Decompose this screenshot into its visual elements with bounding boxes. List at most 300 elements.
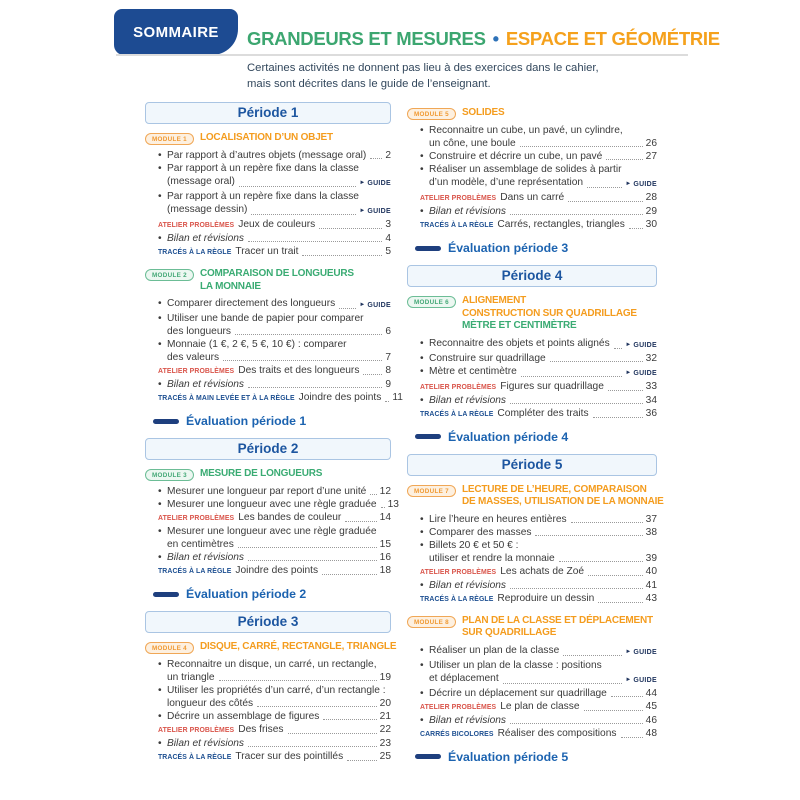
- entry-text: Reconnaitre des objets et points alignés: [429, 337, 610, 349]
- dotted-leader: [587, 186, 622, 188]
- toc-entry: [158, 232, 391, 245]
- dotted-leader: [251, 213, 356, 215]
- entry-text: Compléter des traits: [497, 407, 589, 419]
- toc-entry: [158, 525, 391, 551]
- toc-entry-line: [158, 232, 391, 245]
- module-title-line: CONSTRUCTION SUR QUADRILLAGE: [461, 307, 637, 319]
- page-number: 13: [387, 499, 399, 510]
- toc-entry-line: [420, 700, 657, 714]
- guide-label: GUIDE: [633, 181, 657, 188]
- toc-entry: [420, 579, 657, 592]
- toc-entry-line: [420, 526, 657, 539]
- toc-entry-line: [158, 312, 391, 325]
- page-number: 41: [645, 579, 657, 591]
- toc-entry-line: [158, 498, 399, 511]
- toc-entry: [420, 218, 657, 232]
- entry-text: Mesurer une longueur avec une règle graduée: [167, 526, 377, 537]
- bullet-icon: •: [158, 150, 162, 161]
- evaluation-row: [415, 241, 657, 255]
- bullet-icon: •: [420, 539, 424, 551]
- entry-prefix: TRACÉS À LA RÈGLE: [420, 595, 494, 603]
- module-title-line: DISQUE, CARRÉ, RECTANGLE, TRIANGLE: [199, 641, 397, 652]
- bullet-icon: •: [158, 379, 162, 390]
- toc-entry-line: [420, 579, 657, 592]
- evaluation-bar-icon: [415, 754, 441, 759]
- entry-prefix: TRACÉS À LA RÈGLE: [158, 754, 232, 761]
- toc-entry-line: [158, 364, 391, 378]
- module-title-line: MÈTRE ET CENTIMÈTRE: [461, 320, 577, 331]
- entry-text: Réaliser un assemblage de solides à partir: [429, 164, 622, 175]
- bullet-icon: •: [158, 526, 162, 537]
- entry-text: Bilan et révisions: [167, 233, 245, 244]
- entry-prefix: ATELIER PROBLÈMES: [158, 515, 235, 522]
- toc-entry: [420, 150, 657, 163]
- entry-text: utiliser et rendre la monnaie: [429, 552, 555, 564]
- module-title-line: MESURE DE LONGUEURS: [199, 468, 323, 479]
- module-badge: MODULE 3: [145, 469, 194, 481]
- guide-arrow-icon: ►: [625, 648, 632, 655]
- title-espace-et-geometrie: ESPACE ET GÉOMÉTRIE: [505, 28, 720, 49]
- module-badge: MODULE 6: [407, 296, 456, 308]
- bullet-icon: •: [158, 685, 162, 696]
- dotted-leader: [588, 574, 643, 576]
- header-divider: [116, 54, 688, 56]
- entry-text: Bilan et révisions: [429, 206, 507, 217]
- entry-text: Décrire un assemblage de figures: [167, 711, 320, 722]
- module-title-line: COMPARAISON DE LONGUEURS: [199, 268, 354, 279]
- toc-entry-line: [420, 365, 657, 380]
- toc-entry-line: [420, 407, 657, 421]
- entry-prefix: ATELIER PROBLÈMES: [158, 368, 235, 375]
- entry-text: Réaliser des compositions: [497, 727, 617, 739]
- module-badge: MODULE 2: [145, 269, 194, 281]
- evaluation-label: Évaluation période 2: [186, 587, 307, 601]
- dotted-leader: [598, 601, 642, 603]
- dotted-leader: [385, 400, 389, 402]
- entry-text: des longueurs: [167, 326, 232, 337]
- entry-text: des valeurs: [167, 352, 220, 363]
- page-number: 39: [645, 552, 657, 564]
- toc-entry-line: [420, 672, 657, 687]
- module-title-line: LOCALISATION D’UN OBJET: [199, 132, 333, 143]
- toc-entry-line: [420, 513, 657, 526]
- bullet-icon: •: [158, 313, 162, 324]
- guide-marker: [359, 205, 391, 218]
- bullet-icon: •: [420, 206, 424, 217]
- entry-text: Par rapport à d’autres objets (message oral): [167, 150, 367, 161]
- toc-entry-line: [420, 218, 657, 232]
- entry-text: Bilan et révisions: [167, 379, 245, 390]
- bullet-icon: •: [158, 552, 162, 563]
- module-header: [407, 483, 664, 509]
- module-entries: [145, 658, 391, 764]
- module-header: [145, 468, 391, 481]
- module-badge: MODULE 4: [145, 642, 194, 654]
- periode-header: Période 1: [145, 102, 391, 124]
- periode-header: Période 4: [407, 265, 657, 287]
- periode-header: Période 3: [145, 611, 391, 633]
- evaluation-row: [415, 430, 657, 444]
- bullet-icon: •: [420, 659, 424, 671]
- guide-arrow-icon: ►: [625, 369, 632, 376]
- entry-text: Mètre et centimètre: [429, 365, 517, 377]
- module-entries: [145, 297, 403, 405]
- intro-note: [247, 61, 599, 92]
- entry-text: Bilan et révisions: [167, 552, 245, 563]
- dotted-leader: [363, 373, 382, 375]
- module-title-line: SOLIDES: [461, 107, 505, 118]
- toc-entry: [420, 337, 657, 352]
- toc-entry-line: [158, 723, 391, 737]
- toc-entry: [158, 658, 391, 684]
- bullet-icon: •: [158, 163, 162, 174]
- toc-entry-line: [158, 750, 391, 764]
- entry-prefix: TRACÉS À LA RÈGLE: [158, 249, 232, 256]
- toc-entry-line: [420, 205, 657, 218]
- page-number: 29: [645, 206, 657, 217]
- dotted-leader: [370, 157, 382, 159]
- entry-prefix: TRACÉS À LA RÈGLE: [420, 222, 494, 229]
- dotted-leader: [223, 359, 382, 361]
- dotted-leader: [319, 227, 382, 229]
- guide-label: GUIDE: [633, 341, 657, 349]
- dotted-leader: [239, 185, 356, 187]
- page-number: 3: [385, 219, 391, 230]
- module-header: [407, 615, 657, 640]
- page-number: 23: [379, 738, 391, 749]
- dotted-leader: [322, 573, 377, 575]
- dotted-leader: [302, 254, 382, 256]
- entry-prefix: TRACÉS À LA RÈGLE: [158, 568, 232, 575]
- dotted-leader: [521, 375, 623, 377]
- toc-entry: [158, 149, 391, 162]
- toc-entry: [158, 218, 391, 232]
- page-number: 45: [645, 700, 657, 712]
- dotted-leader: [550, 360, 643, 362]
- toc-entry: [158, 364, 391, 378]
- entry-text: Par rapport à un repère fixe dans la classe: [167, 163, 359, 174]
- entry-text: Bilan et révisions: [429, 579, 507, 591]
- guide-arrow-icon: ►: [359, 302, 366, 308]
- evaluation-bar-icon: [415, 246, 441, 251]
- toc-entry: [158, 245, 391, 259]
- toc-entry-line: [158, 684, 391, 697]
- toc-entry-line: [158, 338, 391, 351]
- module-entries: [407, 644, 657, 741]
- module-entries: [407, 513, 657, 606]
- bullet-icon: •: [420, 714, 424, 726]
- entry-text: (message oral): [167, 176, 235, 187]
- guide-label: GUIDE: [633, 676, 657, 684]
- toc-entry-line: [420, 380, 657, 394]
- module-header: [145, 132, 391, 145]
- guide-arrow-icon: ►: [625, 181, 632, 187]
- module-header: [145, 268, 391, 293]
- sommaire-tab: SOMMAIRE: [114, 9, 238, 55]
- toc-entry: [158, 485, 391, 498]
- entry-text: Reconnaitre un cube, un pavé, un cylindre,: [429, 125, 623, 136]
- module-title-line: SUR QUADRILLAGE: [461, 627, 557, 638]
- guide-arrow-icon: ►: [359, 208, 366, 214]
- entry-text: Des frises: [238, 724, 284, 735]
- guide-marker: [625, 367, 657, 380]
- page-number: 9: [385, 379, 391, 390]
- page-number: 22: [379, 724, 391, 735]
- toc-entry-line: [420, 176, 657, 191]
- page-number: 14: [379, 512, 391, 523]
- toc-entry-line: [420, 150, 657, 163]
- guide-label: GUIDE: [367, 208, 391, 215]
- module-entries: [407, 337, 657, 421]
- toc-entry-line: [158, 737, 391, 750]
- toc-entry-line: [420, 727, 657, 741]
- dotted-leader: [510, 587, 643, 589]
- bullet-icon: •: [420, 644, 424, 656]
- entry-text: Mesurer une longueur avec une règle graduée: [167, 499, 377, 510]
- toc-entry-line: [158, 218, 391, 232]
- dotted-leader: [248, 559, 377, 561]
- page-number: 38: [645, 526, 657, 538]
- page-number: 33: [645, 380, 657, 392]
- evaluation-label: Évaluation période 5: [448, 749, 569, 764]
- dotted-leader: [621, 736, 643, 738]
- page-number: 32: [645, 352, 657, 364]
- evaluation-bar-icon: [415, 434, 441, 439]
- entry-prefix: ATELIER PROBLÈMES: [420, 195, 497, 202]
- entry-text: Décrire un déplacement sur quadrillage: [429, 687, 607, 699]
- toc-entry-line: [420, 687, 657, 700]
- toc-entry: [158, 684, 391, 710]
- toc-entry-line: [158, 297, 391, 312]
- toc-entry-line: [158, 710, 391, 723]
- module-title: [200, 468, 322, 481]
- evaluation-row: [153, 587, 391, 601]
- bullet-icon: •: [158, 499, 162, 510]
- entry-text: Des traits et des longueurs: [238, 365, 360, 376]
- page-number: 37: [645, 513, 657, 525]
- entry-text: Billets 20 € et 50 € :: [429, 539, 519, 551]
- page-title: [247, 28, 720, 50]
- entry-text: Réaliser un plan de la classe: [429, 644, 560, 656]
- entry-prefix: ATELIER PROBLÈMES: [158, 727, 235, 734]
- dotted-leader: [339, 307, 356, 309]
- guide-marker: [359, 299, 391, 312]
- entry-text: Reproduire un dessin: [497, 592, 595, 604]
- toc-entry: [158, 564, 391, 578]
- toc-entry: [158, 338, 391, 364]
- bullet-icon: •: [420, 526, 424, 538]
- dotted-leader: [248, 240, 382, 242]
- page-number: 36: [645, 407, 657, 419]
- bullet-icon: •: [420, 164, 424, 175]
- page-number: 18: [379, 565, 391, 576]
- guide-arrow-icon: ►: [625, 341, 632, 348]
- toc-entry: [158, 737, 391, 750]
- module-section: [407, 107, 657, 232]
- toc-entry: [158, 312, 391, 338]
- toc-entry-line: [158, 485, 391, 498]
- entry-text: Bilan et révisions: [167, 738, 245, 749]
- module-section: [145, 468, 399, 578]
- module-section: [145, 132, 391, 259]
- page-number: 19: [379, 672, 391, 683]
- page-number: 28: [645, 192, 657, 203]
- dotted-leader: [370, 493, 376, 495]
- entry-text: Jeux de couleurs: [238, 219, 316, 230]
- toc-entry-line: [158, 175, 391, 190]
- module-title: [200, 132, 333, 145]
- toc-entry: [158, 498, 399, 511]
- page-number: 8: [385, 365, 391, 376]
- bullet-icon: •: [420, 352, 424, 364]
- page-number: 4: [385, 233, 391, 244]
- module-header: [145, 641, 397, 654]
- module-title: [200, 641, 396, 654]
- page-number: 34: [645, 394, 657, 406]
- toc-entry: [158, 511, 391, 525]
- entry-prefix: TRACÉS À LA RÈGLE: [420, 410, 494, 418]
- dotted-leader: [563, 654, 622, 656]
- page-number: 2: [385, 150, 391, 161]
- dotted-leader: [238, 546, 377, 548]
- entry-text: Le plan de classe: [500, 700, 580, 712]
- bullet-icon: •: [420, 513, 424, 525]
- guide-marker: [625, 178, 657, 191]
- title-separator-dot-icon: •: [492, 28, 499, 49]
- dotted-leader: [559, 560, 643, 562]
- page-number: 27: [645, 151, 657, 162]
- dotted-leader: [381, 506, 385, 508]
- entry-text: d’un modèle, d’une représentation: [429, 177, 584, 188]
- page-number: 12: [379, 486, 391, 497]
- evaluation-label: Évaluation période 3: [448, 241, 569, 255]
- entry-text: et déplacement: [429, 672, 499, 684]
- page-number: 6: [385, 326, 391, 337]
- page-number: 40: [645, 565, 657, 577]
- dotted-leader: [235, 333, 382, 335]
- toc-entry-line: [420, 552, 657, 565]
- dotted-leader: [510, 402, 643, 404]
- toc-column-left: [145, 100, 403, 773]
- bullet-icon: •: [158, 339, 162, 350]
- toc-entry-line: [420, 565, 657, 579]
- evaluation-label: Évaluation période 4: [448, 429, 569, 444]
- toc-entry-line: [420, 137, 657, 150]
- toc-entry-line: [420, 644, 657, 659]
- toc-entry: [420, 163, 657, 191]
- dotted-leader: [629, 227, 643, 229]
- guide-marker: [625, 339, 657, 352]
- entry-text: (message dessin): [167, 204, 248, 215]
- module-title: [462, 484, 664, 509]
- evaluation-row: [153, 414, 391, 428]
- entry-text: Tracer sur des pointillés: [235, 751, 344, 762]
- toc-entry: [158, 297, 391, 312]
- dotted-leader: [503, 682, 623, 684]
- dotted-leader: [510, 213, 643, 215]
- entry-text: Monnaie (1 €, 2 €, 5 €, 10 €) : comparer: [167, 339, 347, 350]
- module-section: [407, 615, 657, 741]
- entry-text: un cône, une boule: [429, 138, 516, 149]
- bullet-icon: •: [420, 579, 424, 591]
- toc-entry: [420, 352, 657, 365]
- toc-entry: [420, 659, 657, 687]
- entry-text: Reconnaitre un disque, un carré, un rectangle,: [167, 659, 377, 670]
- entry-text: longueur des côtés: [167, 698, 254, 709]
- toc-entry: [420, 539, 657, 565]
- toc-entry-line: [158, 697, 391, 710]
- periode-header: Période 2: [145, 438, 391, 460]
- dotted-leader: [611, 695, 643, 697]
- toc-entry: [158, 378, 391, 391]
- page-number: 46: [645, 714, 657, 726]
- toc-entry: [420, 700, 657, 714]
- toc-entry: [420, 394, 657, 407]
- toc-entry-line: [420, 539, 657, 552]
- module-entries: [407, 124, 657, 232]
- toc-entry: [158, 551, 391, 564]
- module-title: [462, 295, 637, 333]
- dotted-leader: [568, 200, 642, 202]
- toc-entry: [420, 205, 657, 218]
- entry-text: Tracer un trait: [235, 246, 299, 257]
- toc-entry-line: [158, 658, 391, 671]
- toc-entry-line: [158, 203, 391, 218]
- entry-text: Figures sur quadrillage: [500, 380, 604, 392]
- module-title-line: LA MONNAIE: [199, 280, 261, 292]
- entry-prefix: ATELIER PROBLÈMES: [420, 568, 497, 576]
- bullet-icon: •: [158, 233, 162, 244]
- intro-line-2: mais sont décrites dans le guide de l’enseignant.: [247, 77, 491, 90]
- bullet-icon: •: [158, 711, 162, 722]
- bullet-icon: •: [158, 298, 162, 309]
- module-header: [407, 107, 657, 120]
- bullet-icon: •: [420, 365, 424, 377]
- toc-entry: [420, 191, 657, 205]
- module-section: [407, 295, 657, 421]
- module-entries: [145, 485, 399, 578]
- dotted-leader: [345, 520, 376, 522]
- module-section: [145, 641, 397, 764]
- toc-entry-line: [420, 163, 657, 176]
- bullet-icon: •: [158, 738, 162, 749]
- entry-text: Comparer directement des longueurs: [167, 298, 336, 309]
- entry-text: Utiliser une bande de papier pour comparer: [167, 313, 364, 324]
- toc-entry: [420, 687, 657, 700]
- dotted-leader: [535, 534, 642, 536]
- page-number: 43: [645, 592, 657, 604]
- entry-text: Lire l’heure en heures entières: [429, 513, 567, 525]
- module-title-line: LECTURE DE L’HEURE, COMPARAISON: [461, 483, 647, 495]
- toc-entry: [420, 727, 657, 741]
- entry-text: Bilan et révisions: [429, 394, 507, 406]
- entry-prefix: ATELIER PROBLÈMES: [158, 222, 235, 229]
- toc-entry-line: [420, 352, 657, 365]
- dotted-leader: [584, 709, 643, 711]
- toc-entry-line: [158, 162, 391, 175]
- entry-text: Bilan et révisions: [429, 714, 507, 726]
- page-number: 48: [645, 727, 657, 739]
- guide-label: GUIDE: [367, 180, 391, 187]
- module-header: [407, 295, 657, 333]
- entry-text: Par rapport à un repère fixe dans la classe: [167, 191, 359, 202]
- toc-entry: [420, 565, 657, 579]
- toc-entry-line: [158, 391, 403, 405]
- title-grandeurs-et-mesures: GRANDEURS ET MESURES: [247, 28, 486, 49]
- module-title-line: DE MASSES, UTILISATION DE LA MONNAIE: [461, 496, 664, 507]
- entry-text: Mesurer une longueur par report d’une unité: [167, 486, 367, 497]
- intro-line-1: Certaines activités ne donnent pas lieu à des exercices dans le cahier,: [247, 62, 599, 74]
